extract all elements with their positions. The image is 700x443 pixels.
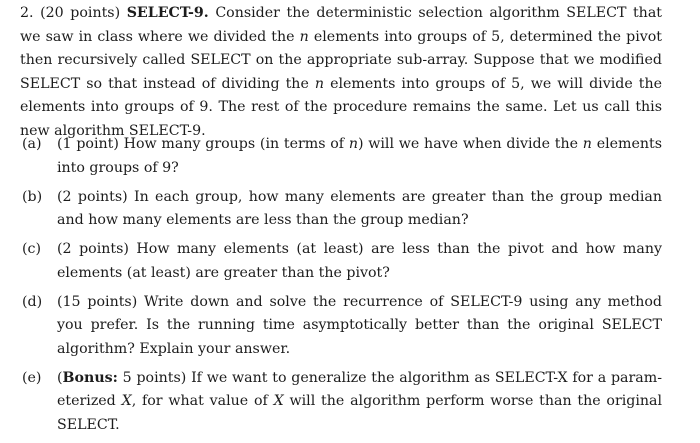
problem-number: 2. xyxy=(20,5,34,21)
subquestion-text: ) will we have when divide the xyxy=(357,136,579,152)
subquestion-label: (c) xyxy=(22,241,42,257)
problem-points: (20 points) xyxy=(40,5,121,21)
subquestion-e xyxy=(22,367,662,438)
problem-intro-1: Consider the deterministic selection algorithm SELECT that we saw in class where we divided the xyxy=(20,5,662,45)
subquestion-text: 5 points) If we want to generalize the algorithm as SELECT-X for a param- eterized xyxy=(57,369,662,409)
subquestion-text: elements into groups of 9? xyxy=(57,136,663,176)
subquestion-list xyxy=(22,133,662,443)
subquestion-a xyxy=(22,133,662,180)
subquestion-label: (a) xyxy=(22,136,42,152)
subquestion-label: (e) xyxy=(22,369,42,386)
bonus-open-paren: ( xyxy=(57,369,63,386)
subquestion-text: , for what value of xyxy=(131,393,268,409)
subquestion-text: will the algorithm perform worse than the original SELECT. xyxy=(57,393,663,433)
subquestion-text: (1 point) How many groups (in terms of xyxy=(57,136,345,152)
problem-intro-3: elements into groups of 5, we will divide the elements into groups of 9. The rest of the procedure remains the same. Let us call this new algorithm SELECT-9. xyxy=(20,75,662,139)
subquestion-label: (b) xyxy=(22,188,43,205)
subquestion-label: (d) xyxy=(22,293,43,310)
problem-title: SELECT-9. xyxy=(126,5,209,21)
variable-n: n xyxy=(582,136,592,152)
subquestion-b xyxy=(22,186,662,233)
subquestion-text: (2 points) In each group, how many elements are greater than the group median and how many elements are less than the group median? xyxy=(57,188,662,228)
variable-x: X xyxy=(273,393,284,409)
bonus-label: Bonus: xyxy=(62,369,118,386)
variable-x: X xyxy=(121,393,132,409)
subquestion-text: (15 points) Write down and solve the recurrence of SELECT-9 using any method you prefer. Is the running time asymptotically better than the original SELECT algorithm? Explain your answer. xyxy=(57,293,662,357)
variable-n: n xyxy=(348,136,358,152)
variable-n: n xyxy=(299,28,309,45)
subquestion-c xyxy=(22,238,662,285)
problem-intro-2: elements into groups of 5, determined the pivot then recursively called SELECT on the appropriate sub-array. Suppose that we modified SELECT so that instead of dividing the xyxy=(20,28,662,92)
problem-statement xyxy=(20,2,662,143)
subquestion-d xyxy=(22,291,662,362)
variable-n: n xyxy=(314,75,325,92)
subquestion-text: (2 points) How many elements (at least) are less than the pivot and how many elements (at least) are greater than the pivot? xyxy=(57,241,662,281)
